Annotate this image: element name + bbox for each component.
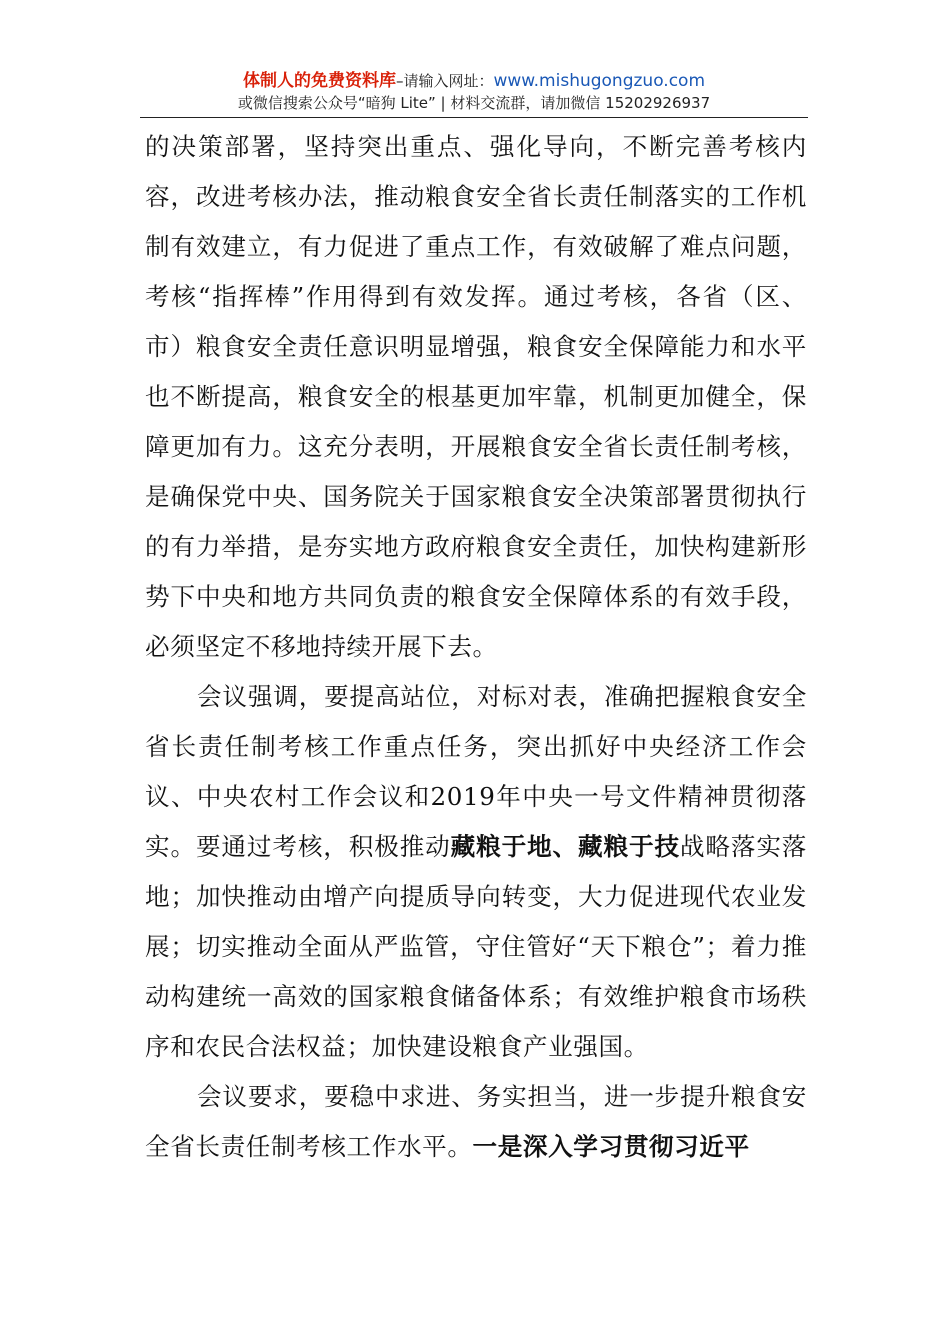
page-header xyxy=(140,70,808,114)
header-divider xyxy=(140,117,808,118)
bold-phrase-land: 藏粮于地 xyxy=(450,832,553,861)
paragraph-3-text-a: 会议要求，要稳中求进、务实担当，进一步提升粮食安全省长责任制考核工作水平。 xyxy=(145,1082,807,1161)
paragraph-2-text-a: 会议强调，要提高站位，对标对表，准确把握粮食安全省长责任制考核工作重点任务，突出抓好中央经济工作会议、中央农村工作会议和2019年中央一号文件精神贯彻落实。要通过考核，积极推动 xyxy=(145,682,807,861)
paragraph-2 xyxy=(145,672,807,1072)
site-brand: 体制人的免费资料库 xyxy=(242,71,396,91)
bold-separator: 、 xyxy=(552,832,579,861)
header-line-2: 或微信搜索公众号“暗狗 Lite” | 材料交流群，请加微信 15202926937 xyxy=(237,94,711,112)
document-body xyxy=(145,122,807,1172)
url-prompt: –请输入网址： xyxy=(395,72,494,90)
paragraph-2-text-c: 战略落实落地；加快推动由增产向提质导向转变，大力促进现代农业发展；切实推动全面从严监管，守住管好“天下粮仓”；着力推动构建统一高效的国家粮食储备体系；有效维护粮食市场秩序和农民合法权益；加快建设粮食产业强国。 xyxy=(145,832,807,1061)
site-url-link[interactable]: www.mishugongzuo.com xyxy=(493,71,706,91)
bold-phrase-first-point: 一是深入学习贯彻习近平 xyxy=(472,1132,750,1161)
header-line-1 xyxy=(140,70,808,92)
bold-phrase-tech: 藏粮于技 xyxy=(578,832,680,861)
paragraph-1: 的决策部署，坚持突出重点、强化导向，不断完善考核内容，改进考核办法，推动粮食安全省长责任制落实的工作机制有效建立，有力促进了重点工作，有效破解了难点问题，考核“指挥棒”作用得到有效发挥。通过考核，各省（区、市）粮食安全责任意识明显增强，粮食安全保障能力和水平也不断提高，粮食安全的根基更加牢靠，机制更加健全，保障更加有力。这充分表明，开展粮食安全省长责任制考核，是确保党中央、国务院关于国家粮食安全决策部署贯彻执行的有力举措，是夯实地方政府粮食安全责任，加快构建新形势下中央和地方共同负责的粮食安全保障体系的有效手段，必须坚定不移地持续开展下去。 xyxy=(145,132,807,661)
paragraph-3 xyxy=(145,1072,807,1172)
